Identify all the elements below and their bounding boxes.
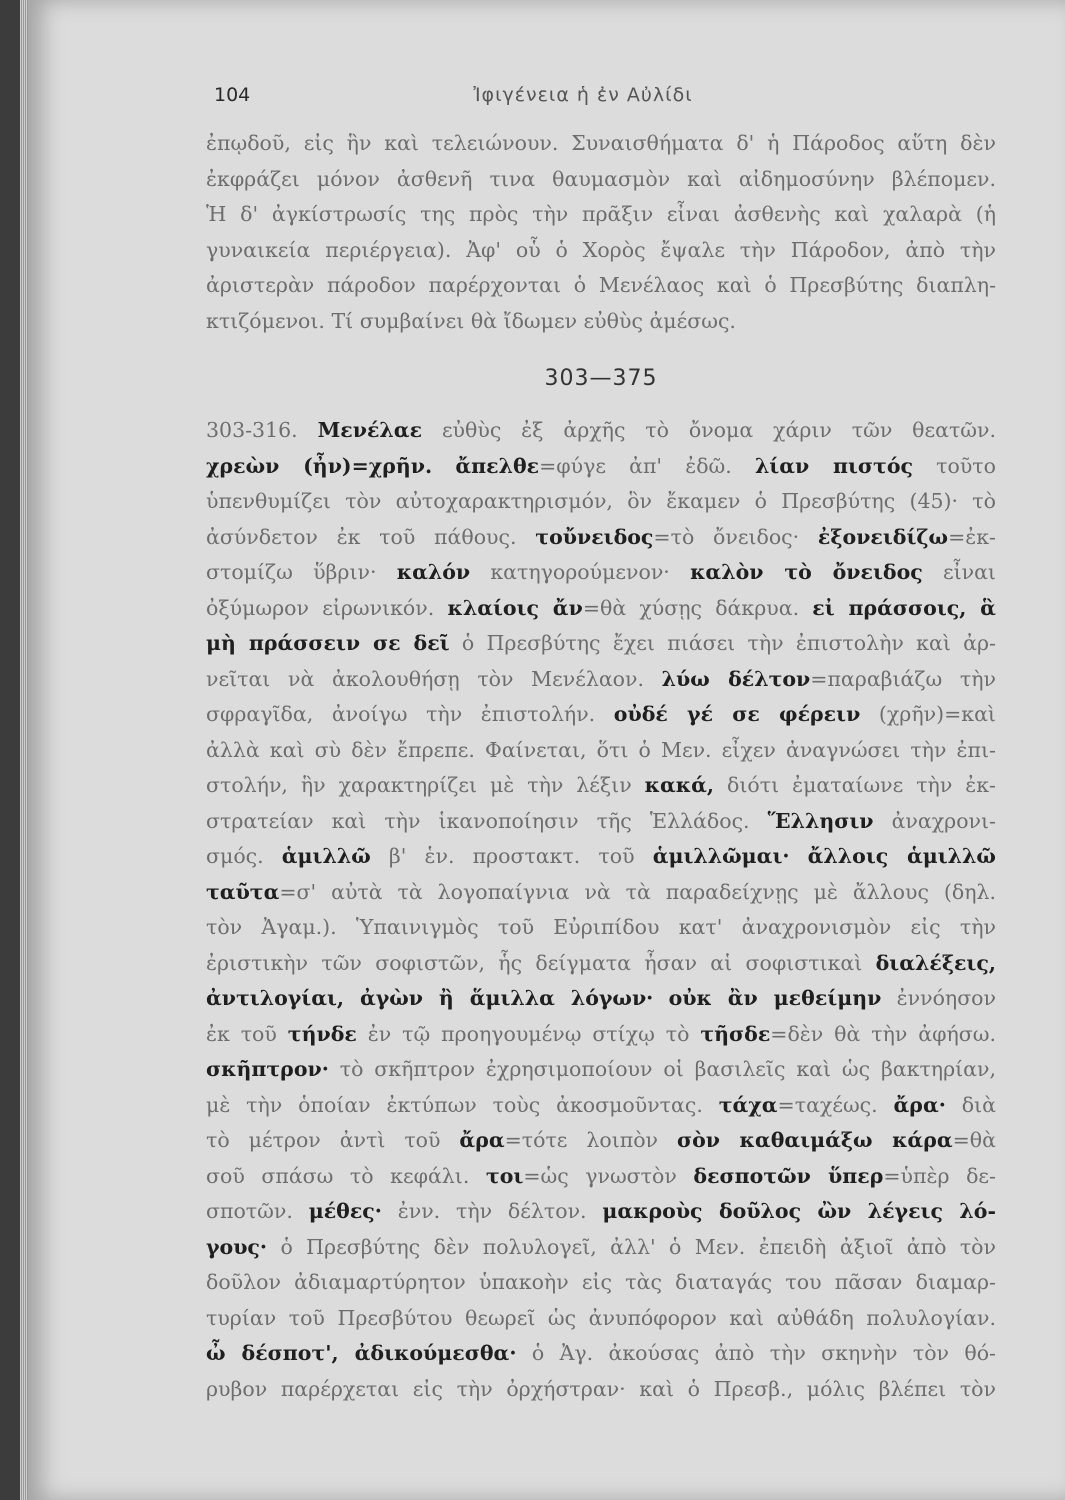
text-line: ἐπῳδοῦ, εἰς ἣν καὶ τελειώνουν. Συναισθήματα δ' ἡ Πάροδος αὕτη δὲν xyxy=(206,131,996,155)
gloss: ὁ Πρεσβύτης δὲν πολυλογεῖ, ἀλλ' ὁ Μεν. ἐπειδὴ ἀξιοῖ ἀπὸ τὸν xyxy=(280,1234,996,1259)
text-line xyxy=(206,1194,996,1230)
text-line xyxy=(206,1336,996,1372)
gloss: διότι ἐματαίωνε τὴν ἐκ- xyxy=(727,773,996,797)
lemma: λύω δέλτον xyxy=(661,666,811,691)
lemma: μὴ πράσσειν σε δεῖ xyxy=(206,631,450,655)
text-line xyxy=(206,697,996,733)
text-line: τὸν Ἀγαμ.). Ὑπαινιγμὸς τοῦ Εὐριπίδου κατ' ἀναχρονισμὸν εἰς τὴν xyxy=(206,915,996,939)
gloss: ἐν τῷ προηγουμένῳ στίχῳ τὸ xyxy=(367,1021,690,1046)
text-line xyxy=(206,591,996,627)
gloss: σποτῶν. xyxy=(206,1199,293,1223)
commentary xyxy=(206,413,996,1407)
text-line xyxy=(206,839,996,875)
lemma: καλὸν τὸ ὄνειδος xyxy=(690,560,923,584)
gloss: =σ' αὐτὰ τὰ λογοπαίγνια νὰ τὰ παραδείχνῃς μὲ ἄλλους (δηλ. xyxy=(279,879,996,904)
gloss: =ἐκ- xyxy=(948,524,996,549)
lemma: διαλέξεις, xyxy=(875,950,996,975)
lemma: οὐκ ἂν μεθείμην xyxy=(668,986,882,1010)
gloss: =θὰ χύσῃς δάκρυα. xyxy=(582,595,800,620)
lemma: ἀντιλογίαι, ἀγὼν ἢ ἅμιλλα λόγων· xyxy=(206,986,654,1010)
lemma: ἄπελθε xyxy=(455,453,540,478)
gloss: ἐννόησον xyxy=(896,986,996,1010)
lemma: σκῆπτρον· xyxy=(206,1057,329,1081)
text-line: ὑπενθυμίζει τὸν αὐτοχαρακτηρισμόν, ὃν ἔκαμεν ὁ Πρεσβύτης (45)· τὸ xyxy=(206,489,996,513)
lemma: τῆσδε xyxy=(700,1021,771,1046)
gloss: ἐνν. τὴν δέλτον. xyxy=(397,1199,587,1223)
gloss: τοῦτο xyxy=(936,453,996,478)
gloss: ὁ Ἀγ. ἀκούσας ἀπὸ τὴν σκηνὴν τὸν θό- xyxy=(531,1341,996,1365)
text-line: ἐκφράζει μόνον ἀσθενῆ τινα θαυμασμὸν καὶ αἰδημοσύνην βλέπομεν. xyxy=(206,166,996,191)
gloss: =παραβιάζω τὴν xyxy=(810,666,996,691)
intro-paragraph xyxy=(206,126,996,339)
page-header xyxy=(28,84,1065,114)
text-line xyxy=(206,768,996,804)
gloss: τὸ μέτρον ἀντὶ τοῦ xyxy=(206,1128,441,1152)
text-line: κτιζόμενοι. Τί συμβαίνει θὰ ἴδωμεν εὐθὺς ἀμέσως. xyxy=(206,308,736,333)
text-line xyxy=(206,1088,996,1124)
lemma: κλαίοις ἄν xyxy=(447,595,583,620)
gloss: εὐθὺς ἐξ ἀρχῆς τὸ ὄνομα χάριν τῶν θεατῶν. xyxy=(441,418,996,442)
text-line xyxy=(206,449,996,485)
lemma: εἰ πράσσοις, ἃ xyxy=(812,595,996,620)
gloss: στρατείαν καὶ τὴν ἱκανοποίησιν τῆς Ἑλλάδος. xyxy=(206,808,750,833)
text-line: ἀριστερὰν πάροδον παρέρχονται ὁ Μενέλαος καὶ ὁ Πρεσβύτης διαπλη- xyxy=(206,273,996,297)
gloss: σοῦ σπάσω τὸ κεφάλι. xyxy=(206,1163,470,1188)
lemma: καλόν xyxy=(396,560,471,584)
gloss: σμός. xyxy=(206,844,264,868)
gloss: =ὑπὲρ δε- xyxy=(883,1163,996,1188)
gloss: κατηγορούμενον· xyxy=(490,560,670,584)
gloss: ἀσύνδετον ἐκ τοῦ πάθους. xyxy=(206,524,517,549)
gloss: =φύγε ἀπ' ἐδῶ. xyxy=(539,453,732,478)
gloss: στομίζω ὕβριν· xyxy=(206,560,377,584)
gloss: =δὲν θὰ τὴν ἀφήσω. xyxy=(770,1021,996,1046)
text-line xyxy=(206,981,996,1017)
text-line xyxy=(206,1123,996,1159)
gloss: β' ἑν. προστακτ. τοῦ xyxy=(388,844,635,868)
lemma: τήνδε xyxy=(287,1021,357,1046)
lemma: τοι xyxy=(485,1163,524,1188)
lemma: τάχα xyxy=(718,1092,778,1117)
gloss: ἐριστικὴν τῶν σοφιστῶν, ἧς δείγματα ἦσαν αἱ σοφιστικαὶ xyxy=(206,950,863,975)
lemma: δεσποτῶν ὕπερ xyxy=(693,1163,884,1188)
gloss: =ὡς γνωστὸν xyxy=(523,1163,677,1188)
page-number: 104 xyxy=(214,84,251,106)
gloss: =ταχέως. xyxy=(777,1092,878,1117)
lemma: ἁμιλλῶ xyxy=(281,844,371,868)
text-line: ρυβον παρέρχεται εἰς τὴν ὀρχήστραν· καὶ ὁ Πρεσβ., μόλις βλέπει τὸν xyxy=(206,1376,996,1401)
lemma: ἄρα· xyxy=(893,1092,946,1117)
gloss: ὁ Πρεσβύτης ἔχει πιάσει τὴν ἐπιστολὴν καὶ ἀρ- xyxy=(461,631,996,655)
lemma: γους· xyxy=(206,1234,268,1259)
gloss: εἶναι xyxy=(942,560,996,584)
gloss: σφραγῖδα, ἀνοίγω τὴν ἐπιστολήν. xyxy=(206,702,596,726)
lemma: Μενέλαε xyxy=(317,418,423,442)
gloss: =τότε λοιπὸν xyxy=(504,1128,659,1152)
text-line xyxy=(206,413,996,449)
lemma: Ἕλλησιν xyxy=(767,808,874,833)
text-line xyxy=(206,520,996,556)
lemma: τοὔνειδος xyxy=(535,524,654,549)
text-line: τυρίαν τοῦ Πρεσβύτου θεωρεῖ ὡς ἀνυπόφορον καὶ αὐθάδη πολυλογίαν. xyxy=(206,1305,996,1330)
text-line xyxy=(206,662,996,698)
gloss: τὸ σκῆπτρον ἐχρησιμοποίουν οἱ βασιλεῖς καὶ ὡς βακτηρίαν, xyxy=(339,1057,996,1081)
gloss: ὀξύμωρον εἰρωνικόν. xyxy=(206,595,435,620)
lemma: σὸν καθαιμάξω κάρα xyxy=(676,1128,953,1152)
text-line xyxy=(206,1052,996,1088)
gloss: στολήν, ἣν χαρακτηρίζει μὲ τὴν λέξιν xyxy=(206,773,632,797)
text-line xyxy=(206,804,996,840)
gloss: ἐκ τοῦ xyxy=(206,1021,277,1046)
gloss: =τὸ ὄνειδος· xyxy=(653,524,800,549)
section-heading: 303—375 xyxy=(544,366,658,391)
gloss: διὰ xyxy=(961,1092,996,1117)
text-line xyxy=(206,875,996,911)
lemma: ὦ δέσποτ', ἀδικούμεσθα· xyxy=(206,1341,517,1365)
text-line: γυναικεία περιέργεια). Ἀφ' οὗ ὁ Χορὸς ἔψαλε τὴν Πάροδον, ἀπὸ τὴν xyxy=(206,237,996,262)
lemma: ταῦτα xyxy=(206,879,280,904)
lemma: ἄρα xyxy=(459,1128,505,1152)
text-line: Ἡ δ' ἀγκίστρωσίς της πρὸς τὴν πρᾶξιν εἶναι ἀσθενὴς καὶ χαλαρὰ (ἡ xyxy=(206,202,996,226)
running-title: Ἰφιγένεια ἡ ἐν Αὐλίδι xyxy=(473,84,693,106)
gloss: ἀναχρονι- xyxy=(891,808,996,833)
lemma: μακροὺς δοῦλος ὢν λέγεις λό- xyxy=(602,1199,996,1223)
gloss: νεῖται νὰ ἀκολουθήσῃ τὸν Μενέλαον. xyxy=(206,666,644,691)
lemma: χρεὼν (ἦν)=χρῆν. xyxy=(206,453,433,478)
text-line xyxy=(206,1230,996,1266)
text-line xyxy=(206,626,996,662)
verse-range: 303-316. xyxy=(206,418,298,442)
lemma: λίαν πιστός xyxy=(754,453,913,478)
lemma: ἁμιλλῶμαι· xyxy=(652,844,790,868)
lemma: μέθες· xyxy=(308,1199,382,1223)
lemma: οὐδέ γέ σε φέρειν xyxy=(613,702,861,726)
text-line xyxy=(206,555,996,591)
text-line xyxy=(206,1159,996,1195)
lemma: ἐξονειδίζω xyxy=(817,524,949,549)
text-line xyxy=(206,946,996,982)
text-line: δοῦλον ἀδιαμαρτύρητον ὑπακοὴν εἰς τὰς διαταγάς του πᾶσαν διαμαρ- xyxy=(206,1270,996,1294)
lemma: ἄλλοις ἁμιλλῶ xyxy=(807,844,996,868)
gloss: μὲ τὴν ὁποίαν ἐκτύπων τοὺς ἀκοσμοῦντας. xyxy=(206,1092,703,1117)
gloss: (χρῆν)=καὶ xyxy=(878,702,996,726)
text-line: ἀλλὰ καὶ σὺ δὲν ἔπρεπε. Φαίνεται, ὅτι ὁ Μεν. εἶχεν ἀναγνώσει τὴν ἐπι- xyxy=(206,737,996,762)
body-text xyxy=(206,126,996,1407)
book-page xyxy=(28,0,1065,1500)
gloss: =θὰ xyxy=(952,1128,996,1152)
text-line xyxy=(206,1017,996,1053)
lemma: κακά, xyxy=(644,773,715,797)
